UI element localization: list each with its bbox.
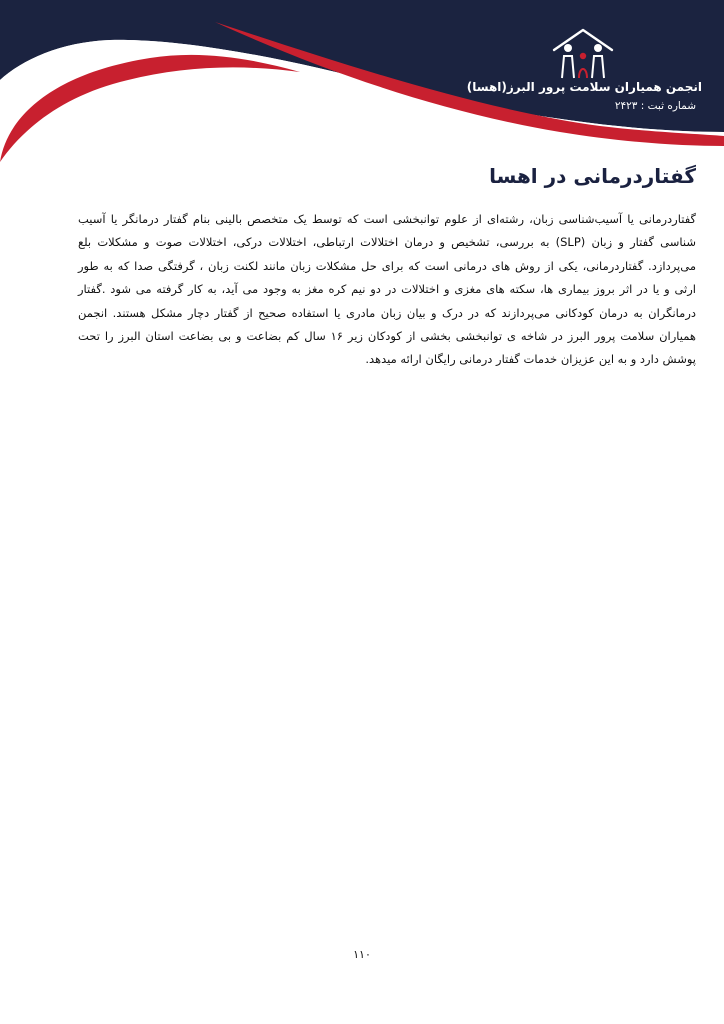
page-number: ۱۱۰ — [353, 948, 371, 961]
organization-name: انجمن همیاران سلامت پرور البرز(اهسا) — [466, 80, 702, 94]
registration-number: شماره ثبت : ۲۴۲۳ — [614, 100, 696, 112]
page-header — [0, 0, 724, 170]
page-title: گفتاردرمانی در اهسا — [489, 164, 696, 188]
family-house-icon — [548, 26, 618, 82]
body-paragraph: گفتاردرمانی یا آسیب‌شناسی زبان، رشته‌ای از علوم توانبخشی است که توسط یک متخصص بالینی بنام گفتار درمانگر یا آسیب شناسی گفتار و زبان (SLP) به بررسی، تشخیص و درمان اختلالات ارتباطی، اختلالات درکی، اختلالات صوت و مشکلات بلع می‌پردازد. گفتاردرمانی، یکی از روش های درمانی است که برای حل مشکلات زبان مانند لکنت زبان ، گرفتگی صدا که به طور ارثی و یا در اثر بروز بیماری ها، سکته های مغزی و اختلالات در دو نیم کره مغز به وجود می آید، به کار گرفته می شود .گفتار درمانگران به درمان کودکانی می‌پردازند که در درک و بیان زبان مادری یا استفاده صحیح از گفتار دچار مشکل هستند. انجمن همیاران سلامت پرور البرز در شاخه ی توانبخشی بخشی از کودکان زیر ۱۶ سال کم بضاعت و بی بضاعت استان البرز را تحت پوشش دارد و به این عزیزان خدمات گفتار درمانی رایگان ارائه میدهد. — [78, 212, 696, 367]
